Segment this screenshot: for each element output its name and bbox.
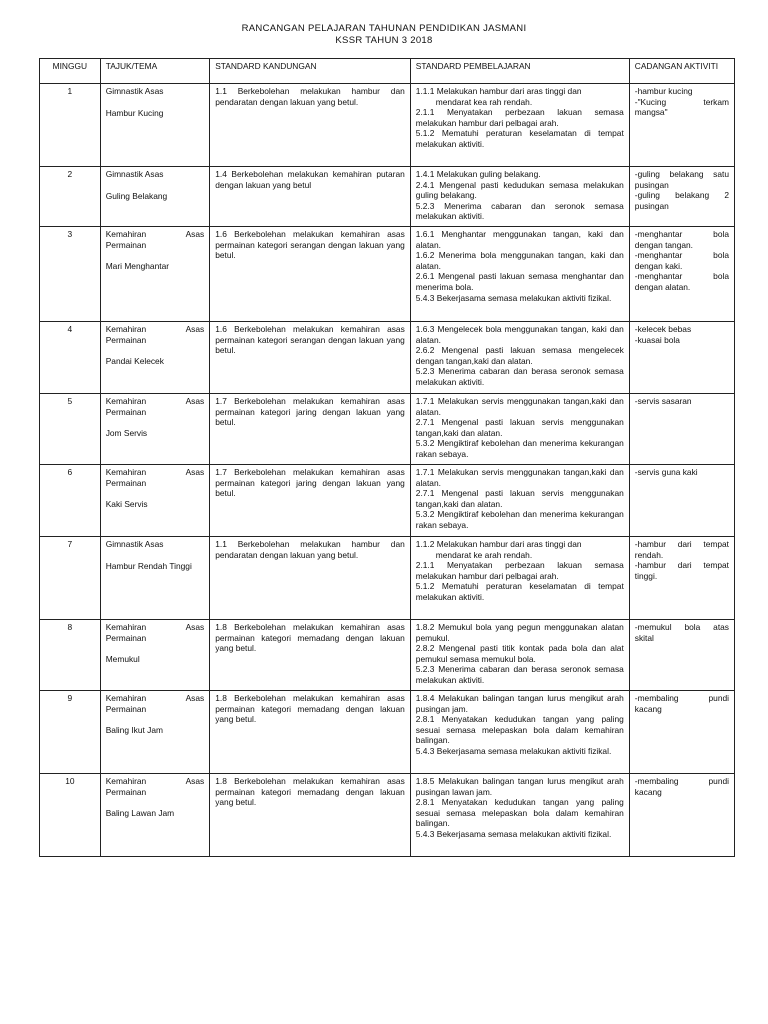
table-row	[40, 167, 735, 227]
pembelajaran-line: 5.2.3 Menerima cabaran dan berasa seronok semasa melakukan aktiviti.	[415, 366, 624, 387]
standard-kandungan-cell: 1.6 Berkebolehan melakukan kemahiran asas permainan kategori serangan dengan lakuan yang betul.	[210, 322, 411, 394]
tajuk-tema-cell	[100, 227, 210, 322]
document-subtitle: KSSR TAHUN 3 2018	[335, 35, 433, 46]
cadangan-aktiviti-cell	[629, 84, 734, 167]
minggu-cell: 9	[40, 691, 101, 774]
standard-kandungan-cell: 1.6 Berkebolehan melakukan kemahiran asas permainan kategori serangan dengan lakuan yang betul.	[210, 227, 411, 322]
cadangan-aktiviti-cell	[629, 537, 734, 620]
aktiviti-line: -hambur kucing	[634, 86, 693, 96]
minggu-cell: 2	[40, 167, 101, 227]
minggu-cell: 3	[40, 227, 101, 322]
standard-pembelajaran-cell	[410, 227, 629, 322]
tajuk-tema-cell	[100, 394, 210, 465]
table-body	[40, 84, 735, 857]
aktiviti-line: -memukul bola atas skital	[634, 622, 729, 643]
tema-text: Guling Belakang	[105, 190, 168, 201]
cadangan-aktiviti-cell	[629, 394, 734, 465]
standard-kandungan-cell: 1.7 Berkebolehan melakukan kemahiran asas permainan kategori jaring dengan lakuan yang betul.	[210, 465, 411, 537]
pembelajaran-line: 5.4.3 Bekerjasama semasa melakukan aktiviti fizikal.	[415, 828, 612, 839]
pembelajaran-line: 1.4.1 Melakukan guling belakang.	[415, 169, 541, 179]
standard-kandungan-cell: 1.7 Berkebolehan melakukan kemahiran asas permainan kategori jaring dengan lakuan yang betul.	[210, 394, 411, 465]
standard-kandungan-cell: 1.8 Berkebolehan melakukan kemahiran asas permainan kategori memadang dengan lakuan yang betul.	[210, 620, 411, 691]
tajuk-tema-cell	[100, 691, 210, 774]
pembelajaran-line: 2.6.2 Mengenal pasti lakuan semasa mengelecek dengan tangan,kaki dan alatan.	[415, 345, 624, 366]
pembelajaran-line: 1.8.4 Melakukan balingan tangan lurus mengikut arah pusingan jam.	[415, 693, 624, 714]
cadangan-aktiviti-cell	[629, 465, 734, 537]
pembelajaran-line: 5.1.2 Mematuhi peraturan keselamatan di tempat melakukan aktiviti.	[415, 128, 624, 149]
minggu-cell: 6	[40, 465, 101, 537]
aktiviti-line: -menghantar bola dengan kaki.	[634, 250, 729, 271]
tajuk-tema-cell	[100, 84, 210, 167]
tema-text: Baling Ikut Jam	[105, 725, 163, 736]
tema-text: Hambur Rendah Tinggi	[105, 560, 192, 571]
table-row	[40, 537, 735, 620]
pembelajaran-line: 5.2.3 Menerima cabaran dan berasa seronok semasa melakukan aktiviti.	[415, 664, 624, 685]
tema-text: Kaki Servis	[105, 499, 148, 510]
minggu-cell: 10	[40, 774, 101, 857]
standard-pembelajaran-cell	[410, 620, 629, 691]
aktiviti-line: -menghantar bola dengan alatan.	[634, 271, 729, 292]
pembelajaran-line: 5.4.3 Bekerjasama semasa melakukan aktiviti fizikal.	[415, 292, 612, 303]
pembelajaran-line: 1.7.1 Melakukan servis menggunakan tangan,kaki dan alatan.	[415, 396, 624, 417]
pembelajaran-line: 5.1.2 Mematuhi peraturan keselamatan di tempat melakukan aktiviti.	[415, 581, 624, 602]
header-standard-kandungan: STANDARD KANDUNGAN	[210, 59, 411, 84]
document-title: RANCANGAN PELAJARAN TAHUNAN PENDIDIKAN JASMANI	[241, 23, 527, 34]
header-minggu: MINGGU	[40, 59, 101, 84]
tajuk-text: Kemahiran Asas Permainan	[105, 229, 205, 250]
table-header-row	[40, 59, 735, 84]
tema-text: Baling Lawan Jam	[105, 808, 175, 819]
cadangan-aktiviti-cell	[629, 227, 734, 322]
pembelajaran-line: 1.8.2 Memukul bola yang pegun menggunakan alatan pemukul.	[415, 622, 624, 643]
header-standard-pembelajaran: STANDARD PEMBELAJARAN	[410, 59, 629, 84]
tema-text: Jom Servis	[105, 428, 148, 439]
standard-kandungan-cell: 1.4 Berkebolehan melakukan kemahiran putaran dengan lakuan yang betul	[210, 167, 411, 227]
aktiviti-line: -kuasai bola	[634, 334, 680, 345]
tajuk-text: Gimnastik Asas	[105, 539, 164, 549]
table-row	[40, 465, 735, 537]
table-row	[40, 774, 735, 857]
pembelajaran-line: mendarat ke arah rendah.	[435, 549, 533, 560]
cadangan-aktiviti-cell	[629, 774, 734, 857]
pembelajaran-line: 5.4.3 Bekerjasama semasa melakukan aktiviti fizikal.	[415, 745, 612, 756]
cadangan-aktiviti-cell	[629, 322, 734, 394]
table-row	[40, 620, 735, 691]
pembelajaran-line: 5.3.2 Mengiktiraf kebolehan dan menerima kekurangan rakan sebaya.	[415, 509, 624, 530]
aktiviti-line: -servis guna kaki	[634, 467, 698, 477]
cadangan-aktiviti-cell	[629, 620, 734, 691]
standard-kandungan-cell: 1.1 Berkebolehan melakukan hambur dan pendaratan dengan lakuan yang betul.	[210, 84, 411, 167]
header-cadangan-aktiviti: CADANGAN AKTIVITI	[629, 59, 734, 84]
tajuk-tema-cell	[100, 322, 210, 394]
aktiviti-line: -kelecek bebas	[634, 324, 692, 334]
pembelajaran-line: 1.6.3 Mengelecek bola menggunakan tangan, kaki dan alatan.	[415, 324, 624, 345]
minggu-cell: 8	[40, 620, 101, 691]
minggu-cell: 1	[40, 84, 101, 167]
pembelajaran-line: 1.7.1 Melakukan servis menggunakan tangan,kaki dan alatan.	[415, 467, 624, 488]
aktiviti-line: -membaling pundi kacang	[634, 693, 729, 714]
pembelajaran-line: 5.2.3 Menerima cabaran dan seronok semasa melakukan aktiviti.	[415, 200, 624, 222]
header-tajuk-tema: TAJUK/TEMA	[100, 59, 210, 84]
tajuk-text: Kemahiran Asas Permainan	[105, 622, 205, 643]
table-row	[40, 691, 735, 774]
tajuk-text: Kemahiran Asas Permainan	[105, 693, 205, 714]
pembelajaran-line: 2.1.1 Menyatakan perbezaan lakuan semasa melakukan hambur dari pelbagai arah.	[415, 107, 624, 128]
tajuk-tema-cell	[100, 537, 210, 620]
standard-pembelajaran-cell	[410, 322, 629, 394]
tajuk-text: Gimnastik Asas	[105, 86, 164, 96]
standard-pembelajaran-cell	[410, 691, 629, 774]
minggu-cell: 5	[40, 394, 101, 465]
pembelajaran-line: 2.6.1 Mengenal pasti lakuan semasa menghantar dan menerima bola.	[415, 271, 624, 292]
lesson-plan-table	[39, 58, 735, 857]
cadangan-aktiviti-cell	[629, 691, 734, 774]
pembelajaran-line: 2.1.1 Menyatakan perbezaan lakuan semasa melakukan hambur dari pelbagai arah.	[415, 560, 624, 581]
aktiviti-line: -guling belakang 2 pusingan	[634, 190, 729, 211]
standard-pembelajaran-cell	[410, 394, 629, 465]
standard-kandungan-cell: 1.1 Berkebolehan melakukan hambur dan pendaratan dengan lakuan yang betul.	[210, 537, 411, 620]
table-row	[40, 394, 735, 465]
minggu-cell: 7	[40, 537, 101, 620]
pembelajaran-line: 1.1.1 Melakukan hambur dari aras tinggi dan	[415, 86, 582, 96]
table-row	[40, 84, 735, 167]
standard-pembelajaran-cell	[410, 167, 629, 227]
standard-pembelajaran-cell	[410, 774, 629, 857]
tajuk-tema-cell	[100, 167, 210, 227]
pembelajaran-line: 1.1.2 Melakukan hambur dari aras tinggi dan	[415, 539, 582, 549]
aktiviti-line: -hambur dari tempat rendah.	[634, 539, 729, 560]
aktiviti-line: -menghantar bola dengan tangan.	[634, 229, 729, 250]
pembelajaran-line: 1.6.1 Menghantar menggunakan tangan, kaki dan alatan.	[415, 229, 624, 250]
pembelajaran-line: 2.8.1 Menyatakan kedudukan tangan yang paling sesuai semasa melepaskan bola dalam kemahiran balingan.	[415, 714, 624, 746]
tajuk-text: Kemahiran Asas Permainan	[105, 396, 205, 417]
standard-pembelajaran-cell	[410, 84, 629, 167]
pembelajaran-line: 5.3.2 Mengiktiraf kebolehan dan menerima kekurangan rakan sebaya.	[415, 438, 624, 459]
standard-kandungan-cell: 1.8 Berkebolehan melakukan kemahiran asas permainan kategori memadang dengan lakuan yang betul.	[210, 691, 411, 774]
tema-text: Memukul	[105, 654, 140, 665]
tajuk-text: Kemahiran Asas Permainan	[105, 776, 205, 797]
aktiviti-line: -"Kucing terkam mangsa"	[634, 96, 729, 118]
pembelajaran-line: 2.8.2 Mengenal pasti titik kontak pada bola dan alat pemukul semasa memukul bola.	[415, 643, 624, 664]
tajuk-text: Kemahiran Asas Permainan	[105, 324, 205, 345]
cadangan-aktiviti-cell	[629, 167, 734, 227]
table-row	[40, 227, 735, 322]
pembelajaran-line: 2.8.1 Menyatakan kedudukan tangan yang paling sesuai semasa melepaskan bola dalam kemahiran balingan.	[415, 797, 624, 829]
aktiviti-line: -membaling pundi kacang	[634, 776, 729, 797]
aktiviti-line: -guling belakang satu pusingan	[634, 169, 729, 190]
standard-pembelajaran-cell	[410, 537, 629, 620]
tema-text: Hambur Kucing	[105, 107, 164, 118]
pembelajaran-line: 1.8.5 Melakukan balingan tangan lurus mengikut arah pusingan lawan jam.	[415, 776, 624, 797]
pembelajaran-line: 2.4.1 Mengenal pasti kedudukan semasa melakukan guling belakang.	[415, 179, 624, 201]
tema-text: Pandai Kelecek	[105, 356, 164, 367]
aktiviti-line: -servis sasaran	[634, 396, 692, 406]
aktiviti-line: -hambur dari tempat tinggi.	[634, 560, 729, 581]
pembelajaran-line: 2.7.1 Mengenal pasti lakuan servis menggunakan tangan,kaki dan alatan.	[415, 417, 624, 438]
tajuk-tema-cell	[100, 774, 210, 857]
tajuk-text: Gimnastik Asas	[105, 169, 164, 179]
standard-pembelajaran-cell	[410, 465, 629, 537]
pembelajaran-line: mendarat kea rah rendah.	[435, 96, 533, 107]
table-row	[40, 322, 735, 394]
standard-kandungan-cell: 1.8 Berkebolehan melakukan kemahiran asas permainan kategori memadang dengan lakuan yang betul.	[210, 774, 411, 857]
pembelajaran-line: 1.6.2 Menerima bola menggunakan tangan, kaki dan alatan.	[415, 250, 624, 271]
tajuk-text: Kemahiran Asas Permainan	[105, 467, 205, 488]
tajuk-tema-cell	[100, 465, 210, 537]
tema-text: Mari Menghantar	[105, 261, 170, 272]
pembelajaran-line: 2.7.1 Mengenal pasti lakuan servis menggunakan tangan,kaki dan alatan.	[415, 488, 624, 509]
minggu-cell: 4	[40, 322, 101, 394]
tajuk-tema-cell	[100, 620, 210, 691]
